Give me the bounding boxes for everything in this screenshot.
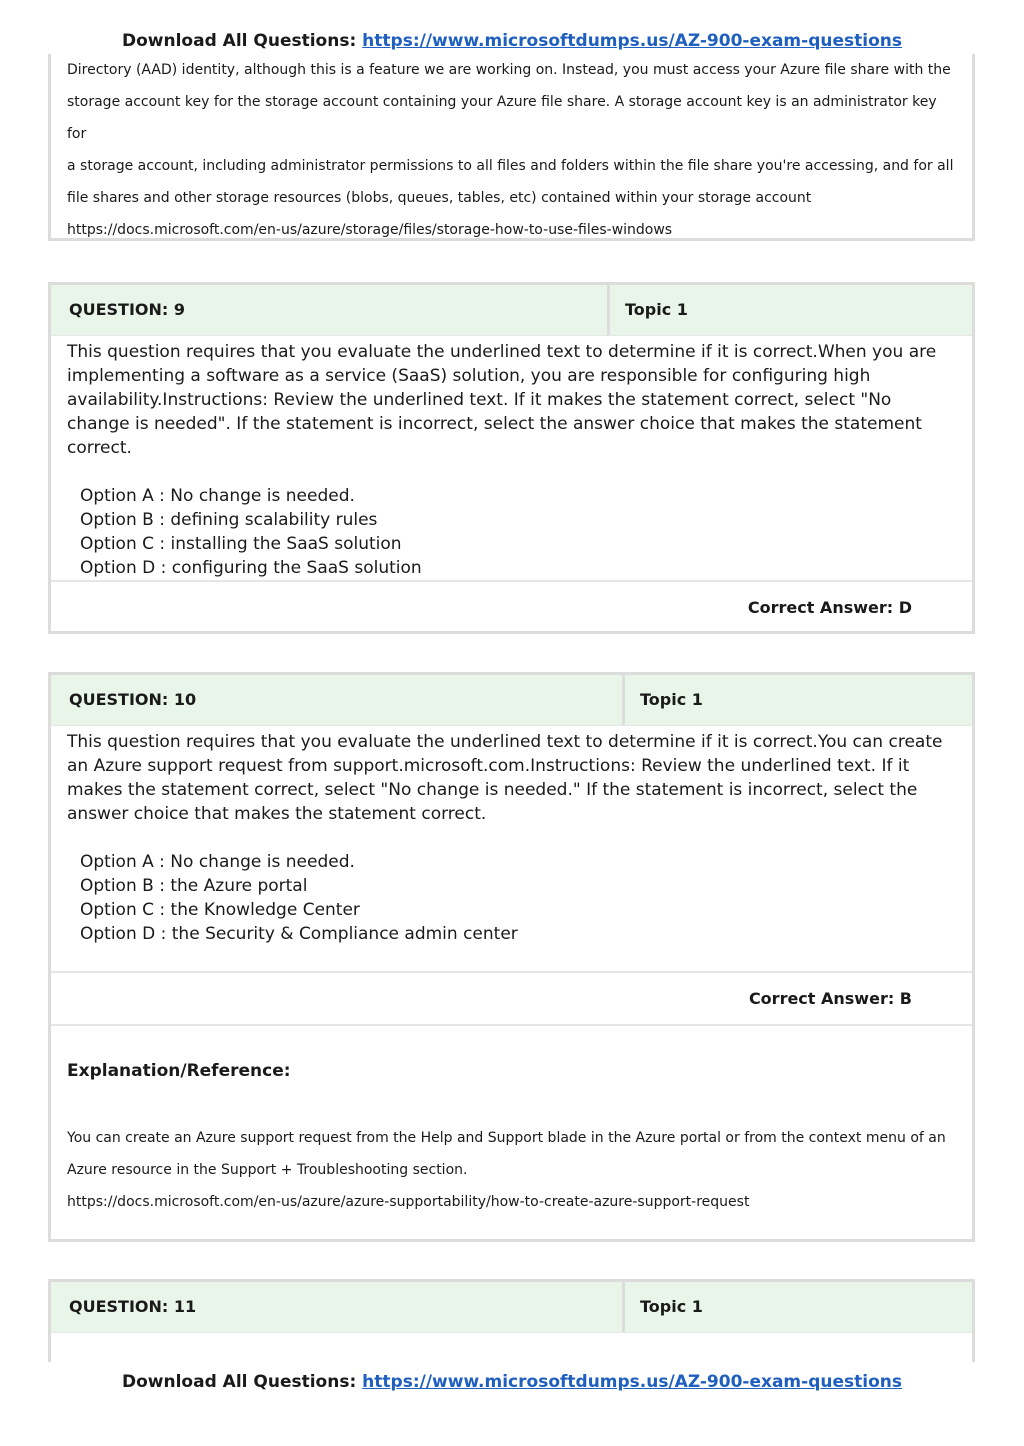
explanation-title: Explanation/Reference: bbox=[67, 1061, 291, 1081]
option-a: Option A : No change is needed. bbox=[80, 852, 355, 872]
download-label: Download All Questions: bbox=[122, 31, 357, 51]
question-number: QUESTION: 10 bbox=[51, 675, 625, 725]
explanation-line: storage account key for the storage account containing your Azure file share. A storage account key is an administrator key for bbox=[67, 94, 937, 142]
explanation-link[interactable]: https://docs.microsoft.com/en-us/azure/azure-supportability/how-to-create-azure-support-request bbox=[67, 1194, 750, 1210]
question-header bbox=[51, 1282, 972, 1333]
download-banner-top bbox=[0, 31, 1024, 51]
option-b: Option B : defining scalability rules bbox=[80, 510, 378, 530]
explanation-line: Azure resource in the Support + Troubleshooting section. bbox=[67, 1162, 468, 1178]
correct-answer: Correct Answer: D bbox=[51, 580, 972, 633]
option-c: Option C : installing the SaaS solution bbox=[80, 534, 402, 554]
explanation-body bbox=[67, 1122, 956, 1218]
options-list bbox=[80, 850, 956, 946]
download-banner-bottom bbox=[0, 1372, 1024, 1392]
explanation-line: Directory (AAD) identity, although this is a feature we are working on. Instead, you must access your Azure file share with the bbox=[67, 62, 951, 78]
question-header bbox=[51, 285, 972, 336]
question-topic: Topic 1 bbox=[640, 690, 703, 709]
question-body bbox=[51, 730, 972, 971]
question-body bbox=[51, 340, 972, 580]
correct-answer: Correct Answer: B bbox=[51, 971, 972, 1024]
download-label: Download All Questions: bbox=[122, 1372, 357, 1392]
question-topic: Topic 1 bbox=[625, 300, 688, 319]
explanation-section bbox=[51, 1024, 972, 1218]
question-card-10 bbox=[48, 672, 975, 1242]
question-text: This question requires that you evaluate the underlined text to determine if it is correct.When you are implementing a software as a service (SaaS) solution, you are responsible for configuring high availability.Instructions: Review the underlined text. If it makes the statement correct, select "No change is needed". If the statement is incorrect, select the answer choice that makes the statement correct. bbox=[67, 342, 937, 458]
option-a: Option A : No change is needed. bbox=[80, 486, 355, 506]
question-card-11 bbox=[48, 1279, 975, 1362]
prev-explanation-text bbox=[51, 54, 972, 246]
download-link[interactable]: https://www.microsoftdumps.us/AZ-900-exam-questions bbox=[362, 31, 902, 51]
explanation-line: file shares and other storage resources (blobs, queues, tables, etc) contained within your storage account bbox=[67, 190, 812, 206]
question-header bbox=[51, 675, 972, 726]
prev-explanation-card bbox=[48, 54, 975, 241]
explanation-line: a storage account, including administrator permissions to all files and folders within the file share you're accessing, and for all bbox=[67, 158, 954, 174]
question-topic: Topic 1 bbox=[640, 1297, 703, 1316]
question-text: This question requires that you evaluate the underlined text to determine if it is correct.You can create an Azure support request from support.microsoft.com.Instructions: Review the underlined text. If it makes the statement correct, select "No change is needed." If the statement is incorrect, select the answer choice that makes the statement correct. bbox=[67, 732, 943, 824]
question-number: QUESTION: 9 bbox=[51, 285, 610, 335]
explanation-line: You can create an Azure support request from the Help and Support blade in the Azure portal or from the context menu of an bbox=[67, 1130, 946, 1146]
explanation-link[interactable]: https://docs.microsoft.com/en-us/azure/storage/files/storage-how-to-use-files-windows bbox=[67, 222, 673, 238]
option-d: Option D : configuring the SaaS solution bbox=[80, 558, 422, 578]
option-b: Option B : the Azure portal bbox=[80, 876, 308, 896]
question-card-9 bbox=[48, 282, 975, 634]
question-number: QUESTION: 11 bbox=[51, 1282, 625, 1332]
option-d: Option D : the Security & Compliance admin center bbox=[80, 924, 518, 944]
download-link[interactable]: https://www.microsoftdumps.us/AZ-900-exam-questions bbox=[362, 1372, 902, 1392]
option-c: Option C : the Knowledge Center bbox=[80, 900, 360, 920]
options-list bbox=[80, 484, 956, 580]
